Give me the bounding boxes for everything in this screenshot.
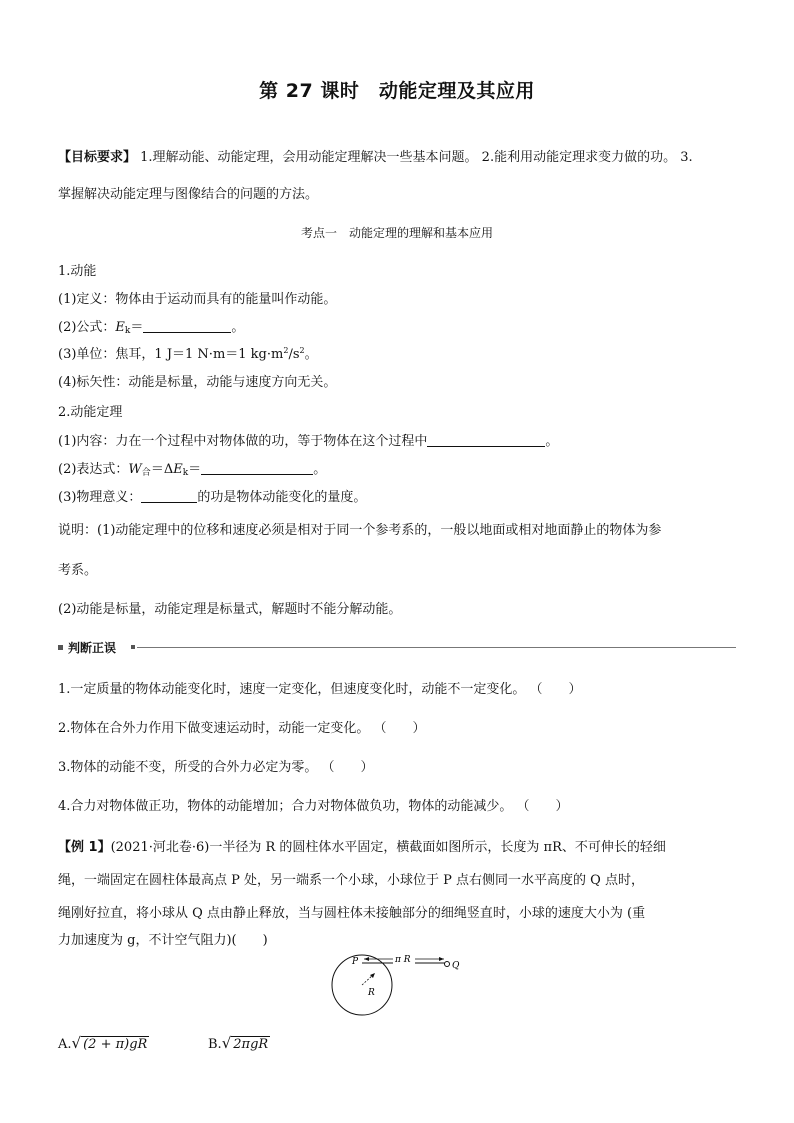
kinetic-energy-definition: (1)定义：物体由于运动而具有的能量叫作动能。 <box>58 292 337 307</box>
formula-sub-k: k <box>124 326 131 336</box>
content-period: 。 <box>545 434 559 449</box>
note-1: 说明：(1)动能定理中的位移和速度必须是相对于同一个参考系的，一般以地面或相对地面静止的物体为参 <box>58 523 662 538</box>
judge-item-3: 3.物体的动能不变，所受的合外力必定为零。 （ ） <box>58 760 374 775</box>
formula-var-e: E <box>115 320 125 335</box>
goals-text-1: 1.理解动能、动能定理，会用动能定理解决一些基本问题。 2.能利用动能定理求变力做的功。 3. <box>136 150 693 165</box>
sqrt-icon: √ <box>71 1034 82 1052</box>
dimension-arrow-left-icon <box>364 957 369 961</box>
option-a[interactable] <box>58 1034 149 1052</box>
square-bullet-icon <box>58 645 63 650</box>
page-title: 第 27 课时 动能定理及其应用 <box>259 80 535 102</box>
expr-sub-he: 合 <box>141 468 151 478</box>
example-line-3: 绳刚好拉直，将小球从 Q 点由静止释放，当与圆柱体未接触部分的细绳竖直时，小球的速度大小为 (重 <box>58 906 646 921</box>
content-blank[interactable] <box>427 434 545 447</box>
goals-label: 【目标要求】 <box>58 150 137 165</box>
expr-blank[interactable] <box>201 462 313 475</box>
judge-item-4: 4.合力对物体做正功，物体的动能增加；合力对物体做负功，物体的动能减少。 （ ） <box>58 799 569 814</box>
cylinder-figure <box>320 950 470 1030</box>
unit-text: (3)单位：焦耳，1 J＝1 N·m＝1 kg·m <box>58 347 284 362</box>
unit-mid: /s <box>288 347 300 362</box>
kinetic-energy-scalar: (4)标矢性：动能是标量，动能与速度方向无关。 <box>58 375 337 390</box>
label-p: P <box>352 957 359 967</box>
section-heading: 考点一 动能定理的理解和基本应用 <box>300 226 493 240</box>
formula-period: 。 <box>231 320 245 335</box>
formula-prefix: (2)公式： <box>58 320 116 335</box>
judge-heading <box>58 639 116 656</box>
option-b[interactable] <box>208 1034 270 1052</box>
dimension-arrow-right-icon <box>439 957 444 961</box>
kinetic-energy-formula <box>58 316 244 336</box>
goals-line-1 <box>58 146 693 165</box>
theorem-expression <box>58 458 326 478</box>
expr-prefix: (2)表达式： <box>58 462 129 477</box>
ball-icon <box>445 962 450 967</box>
expr-equals: ＝ <box>188 462 202 477</box>
theorem-content <box>58 430 558 449</box>
example-line-2: 绳，一端固定在圆柱体最高点 P 处，另一端系一个小球，小球位于 P 点右侧同一水平高度的 Q 点时， <box>58 873 644 888</box>
sqrt-icon: √ <box>221 1034 232 1052</box>
kinetic-energy-title: 1.动能 <box>58 264 97 279</box>
judge-item-2: 2.物体在合外力作用下做变速运动时，动能一定变化。 （ ） <box>58 721 426 736</box>
judge-heading-label: 判断正误 <box>68 641 117 655</box>
expr-var-e: E <box>173 462 183 477</box>
example-text-1: (2021·河北卷·6)一半径为 R 的圆柱体水平固定，横截面如图所示，长度为 πR、不可伸长的轻细 <box>110 840 666 855</box>
divider-square-icon <box>131 645 135 649</box>
meaning-blank[interactable] <box>141 490 197 503</box>
kinetic-energy-unit <box>58 343 318 362</box>
option-b-expr: 2πgR <box>233 1037 269 1052</box>
goals-text-2: 掌握解决动能定理与图像结合的问题的方法。 <box>58 187 319 202</box>
example-line-1 <box>58 836 666 855</box>
option-b-label: B. <box>208 1037 222 1052</box>
formula-blank[interactable] <box>143 320 231 333</box>
expr-period: 。 <box>313 462 327 477</box>
expr-sub-k: k <box>182 468 189 478</box>
note-2: (2)动能是标量，动能定理是标量式，解题时不能分解动能。 <box>58 602 402 617</box>
formula-equals: ＝ <box>130 320 144 335</box>
example-label: 【例 1】 <box>58 840 111 855</box>
expr-delta: ＝Δ <box>150 462 174 477</box>
unit-sup-1: 2 <box>283 346 289 355</box>
label-r: R <box>368 988 375 998</box>
content-text: (1)内容：力在一个过程中对物体做的功，等于物体在这个过程中 <box>58 434 428 449</box>
expr-var-w: W <box>128 462 142 477</box>
note-1-cont: 考系。 <box>58 563 98 578</box>
meaning-prefix: (3)物理意义： <box>58 490 142 505</box>
section-divider <box>137 647 736 648</box>
label-pi-r: π R <box>395 955 411 965</box>
theorem-meaning <box>58 486 366 505</box>
option-a-expr: (2 + π)gR <box>83 1037 148 1052</box>
unit-period: 。 <box>304 347 318 362</box>
judge-item-1: 1.一定质量的物体动能变化时，速度一定变化，但速度变化时，动能不一定变化。 （ ） <box>58 682 582 697</box>
meaning-text: 的功是物体动能变化的量度。 <box>197 490 367 505</box>
label-q: Q <box>452 961 460 971</box>
unit-sup-2: 2 <box>299 346 305 355</box>
option-a-label: A. <box>58 1037 72 1052</box>
theorem-title: 2.动能定理 <box>58 405 123 420</box>
example-line-4: 力加速度为 g，不计空气阻力)( ) <box>58 933 268 948</box>
